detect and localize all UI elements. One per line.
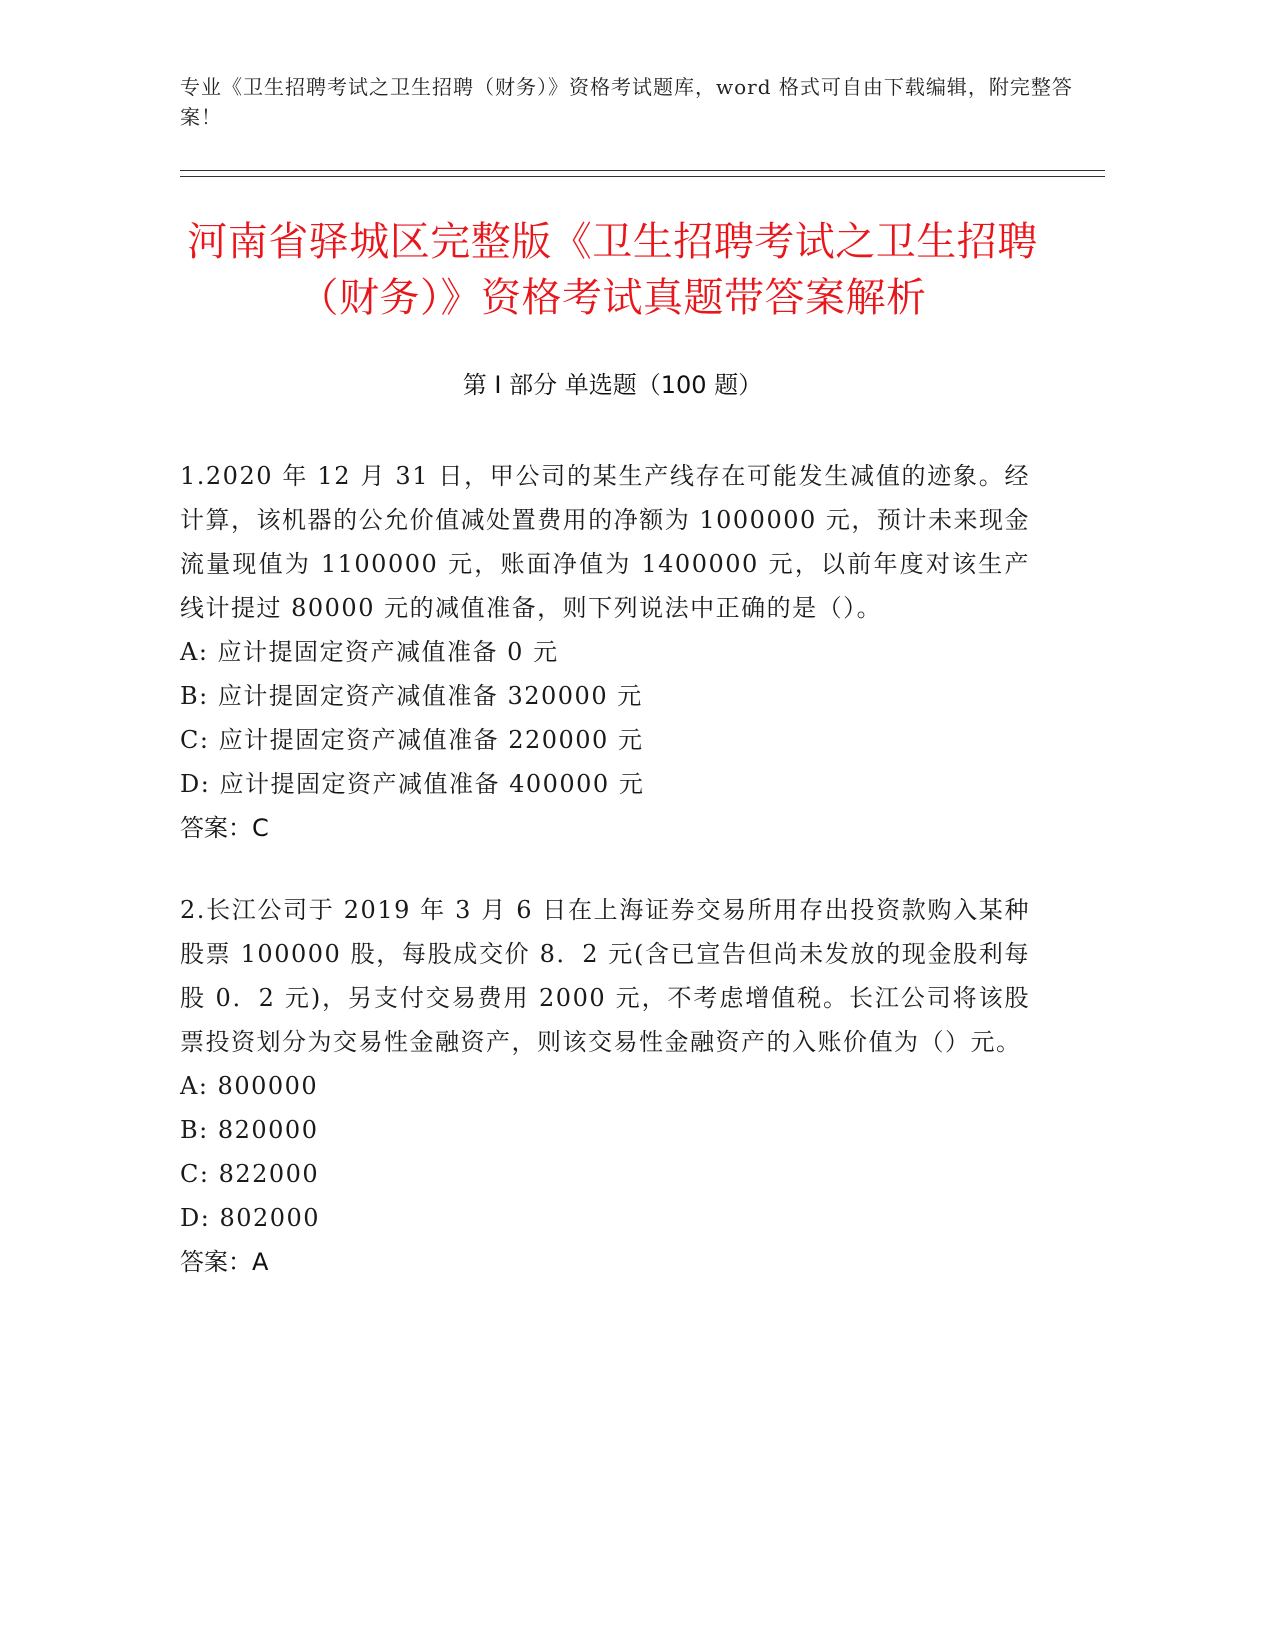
question-2 bbox=[180, 888, 1030, 1284]
option-a: A: 800000 bbox=[180, 1072, 319, 1100]
option-b: B: 应计提固定资产减值准备 320000 元 bbox=[180, 682, 643, 710]
option-c: C: 应计提固定资产减值准备 220000 元 bbox=[180, 726, 644, 754]
answer: 答案：C bbox=[180, 814, 269, 842]
question-stem: 2.长江公司于 2019 年 3 月 6 日在上海证券交易所用存出投资款购入某种股票 100000 股，每股成交价 8．2 元(含已宣告但尚未发放的现金股利每股 0．2 元)，另支付交易费用 2000 元，不考虑增值税。长江公司将该股票投资划分为交易性金融资产，则该交易性金融资产的入账价值为（）元。 bbox=[180, 896, 1030, 1056]
option-c: C: 822000 bbox=[180, 1160, 320, 1188]
document-title: 河南省驿城区完整版《卫生招聘考试之卫生招聘（财务）》资格考试真题带答案解析 bbox=[187, 219, 1038, 321]
option-d: D: 应计提固定资产减值准备 400000 元 bbox=[180, 770, 645, 798]
header-divider-second bbox=[180, 176, 1105, 177]
option-a: A: 应计提固定资产减值准备 0 元 bbox=[180, 638, 559, 666]
header-divider bbox=[180, 170, 1105, 171]
question-stem: 1.2020 年 12 月 31 日，甲公司的某生产线存在可能发生减值的迹象。经计算，该机器的公允价值减处置费用的净额为 1000000 元，预计未来现金流量现值为 1100000 元，账面净值为 1400000 元，以前年度对该生产线计提过 80000 元的减值准备，则下列说法中正确的是（）。 bbox=[180, 462, 1030, 622]
option-b: B: 820000 bbox=[180, 1116, 319, 1144]
option-d: D: 802000 bbox=[180, 1204, 321, 1232]
question-1 bbox=[180, 454, 1030, 850]
section-title: 第 I 部分 单选题（100 题） bbox=[462, 371, 763, 399]
header-note: 专业《卫生招聘考试之卫生招聘（财务）》资格考试题库，word 格式可自由下载编辑，附完整答案！ bbox=[180, 75, 1073, 129]
answer: 答案：A bbox=[180, 1248, 269, 1276]
